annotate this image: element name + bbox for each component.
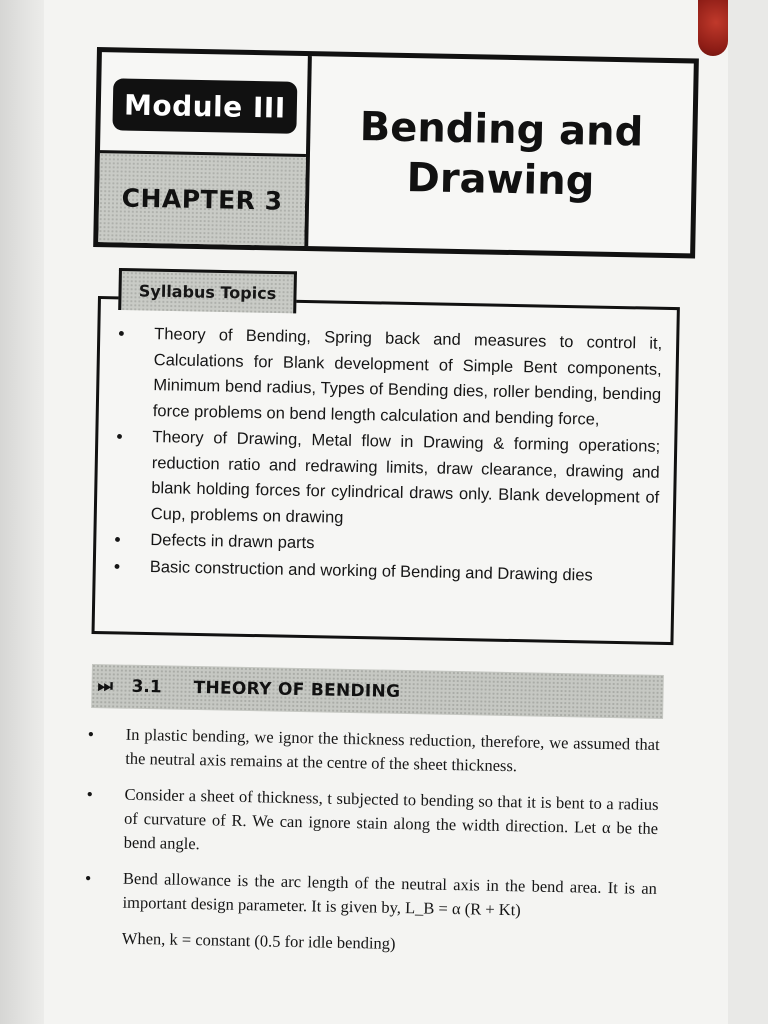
section-body (84, 722, 660, 961)
bullet-icon: • (87, 723, 95, 745)
page-corner-mark (698, 0, 728, 56)
body-paragraph: In plastic bending, we ignor the thickness reduction, therefore, we assumed that the neutral axis remains at the centre of the sheet thickness. (125, 724, 660, 776)
body-list-item (85, 782, 658, 865)
chapter-band (98, 150, 306, 246)
chapter-header-left (98, 52, 312, 246)
chapter-title-line2: Drawing (406, 154, 595, 205)
section-title: THEORY OF BENDING (193, 677, 401, 702)
syllabus-item-text: Basic construction and working of Bending and Drawing dies (149, 557, 593, 585)
fast-forward-icon: ⏭ (97, 676, 114, 697)
body-note: When, k = constant (0.5 for idle bending) (121, 928, 396, 953)
page-gutter (0, 0, 44, 1024)
bullet-icon: • (116, 426, 123, 447)
chapter-label: CHAPTER 3 (121, 183, 283, 216)
syllabus-heading (118, 268, 297, 313)
bullet-icon: • (84, 867, 92, 889)
bullet-icon: • (113, 555, 121, 576)
bullet-icon: • (114, 529, 121, 550)
bullet-icon: • (86, 783, 94, 805)
chapter-title (308, 56, 694, 253)
syllabus-item-text: Defects in drawn parts (150, 531, 315, 553)
module-label: Module III (123, 88, 287, 125)
bullet-icon: • (118, 323, 125, 344)
module-badge (112, 78, 297, 134)
syllabus-item (115, 424, 661, 536)
section-number: 3.1 (131, 676, 162, 698)
syllabus-item (117, 321, 663, 433)
chapter-header (93, 47, 699, 259)
syllabus-heading-label: Syllabus Topics (138, 281, 277, 304)
body-list-item (84, 866, 657, 925)
syllabus-box (92, 296, 680, 645)
syllabus-item-text: Theory of Drawing, Metal flow in Drawing & forming operations; reduction ratio and redrawing limits, draw clearance, drawing and blank holding forces for cylindrical draws only. Blank development of Cup, problems on drawing (150, 428, 661, 527)
chapter-title-line1: Bending and (359, 104, 644, 156)
syllabus-item-text: Theory of Bending, Spring back and measures to control it, Calculations for Blank development of Simple Bent components, Minimum bend radius, Types of Bending dies, roller bending, bending force problems on bend length calculation and bending force, (152, 325, 663, 429)
body-paragraph: Bend allowance is the arc length of the neutral axis in the bend area. It is an important design parameter. It is given by, L_B = α (R + Kt) (122, 868, 658, 920)
body-list-item (87, 722, 660, 781)
body-paragraph: Consider a sheet of thickness, t subjected to bending so that it is bent to a radius of curvature of R. We can ignore stain along the width direction. Let α be the bend angle. (123, 784, 659, 854)
